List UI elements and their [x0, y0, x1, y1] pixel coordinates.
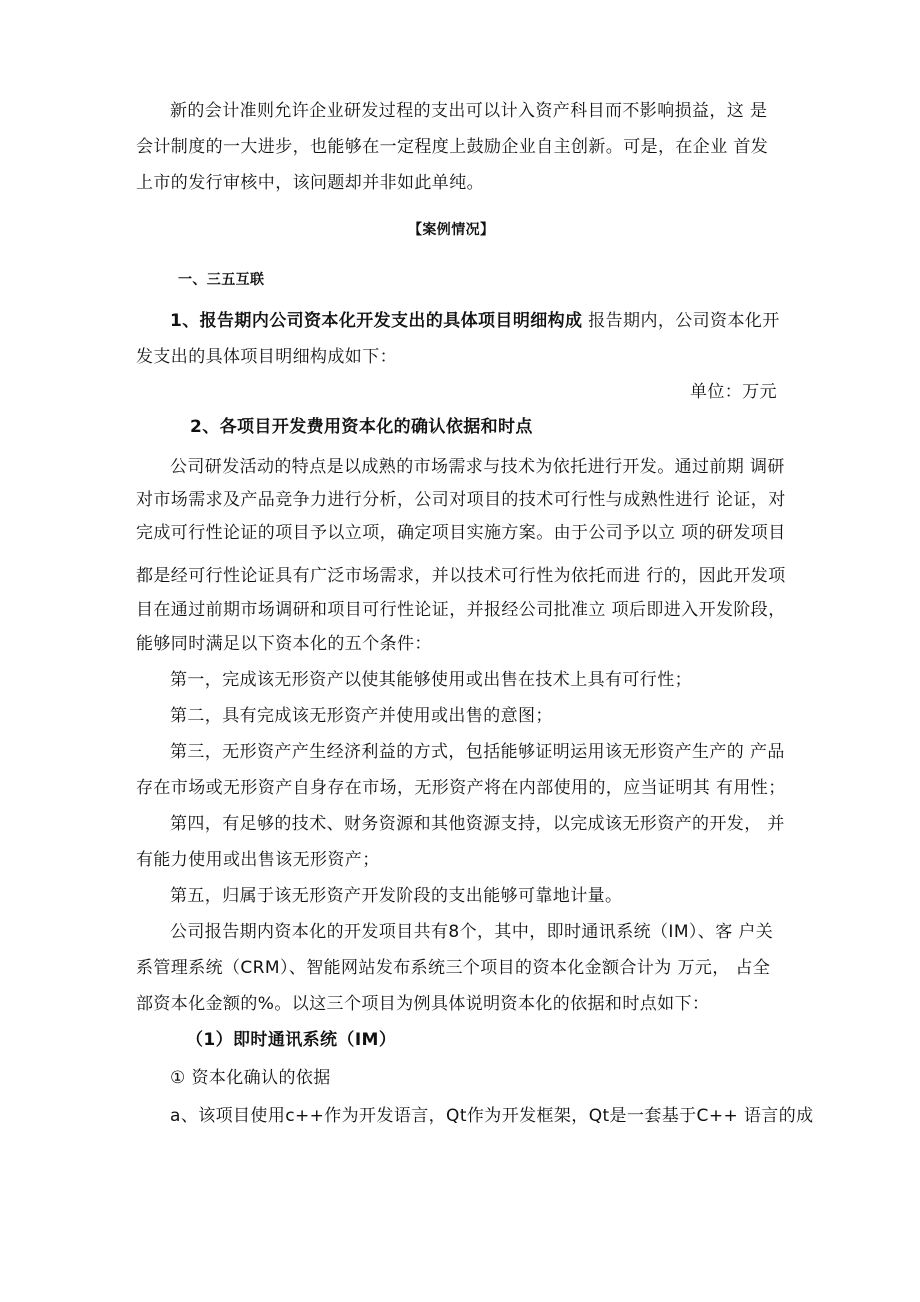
para2-line-1: 公司报告期内资本化的开发项目共有8个，其中，即时通讯系统（IM）、客 户关 — [170, 922, 774, 942]
para1-line-6: 能够同时满足以下资本化的五个条件： — [136, 634, 432, 654]
para1-line-2: 对市场需求及产品竞争力进行分析，公司对项目的技术可行性与成熟性进行 论证，对 — [136, 490, 786, 510]
para1-line-5: 目在通过前期市场调研和项目可行性论证，并报经公司批准立 项后即进入开发阶段， — [136, 600, 786, 620]
condition-2: 第二，具有完成该无形资产并使用或出售的意图； — [170, 706, 553, 726]
item2-heading: 2、各项目开发费用资本化的确认依据和时点 — [190, 417, 533, 437]
condition-3-line-1: 第三，无形资产产生经济利益的方式，包括能够证明运用该无形资产生产的 产品 — [170, 742, 785, 762]
item1-rest: 报告期内，公司资本化开 — [582, 311, 780, 331]
section-heading: 【案例情况】 — [408, 222, 495, 238]
case-title: 一、三五互联 — [178, 272, 265, 288]
intro-line-3: 上市的发行审核中，该问题却并非如此单纯。 — [136, 173, 484, 193]
condition-4-line-2: 有能力使用或出售该无形资产； — [136, 850, 380, 870]
para2-line-3: 部资本化金额的%。以这三个项目为例具体说明资本化的依据和时点如下： — [136, 994, 710, 1014]
condition-3-line-2: 存在市场或无形资产自身存在市场，无形资产将在内部使用的，应当证明其 有用性； — [136, 778, 786, 798]
para1-line-3: 完成可行性论证的项目予以立项，确定项目实施方案。由于公司予以立 项的研发项目 — [136, 523, 786, 543]
item1-bold-title: 1、报告期内公司资本化开发支出的具体项目明细构成 — [170, 311, 583, 331]
condition-1: 第一，完成该无形资产以使其能够使用或出售在技术上具有可行性； — [170, 670, 692, 690]
intro-line-2: 会计制度的一大进步，也能够在一定程度上鼓励企业自主创新。可是，在企业 首发 — [136, 137, 769, 157]
item1-line-2: 发支出的具体项目明细构成如下： — [136, 347, 397, 367]
unit-label: 单位：万元 — [690, 382, 777, 402]
item1-line-1 — [170, 309, 796, 333]
para1-line-4: 都是经可行性论证具有广泛市场需求，并以技术可行性为依托而进 行的，因此开发项 — [136, 566, 786, 586]
intro-line-1: 新的会计准则允许企业研发过程的支出可以计入资产科目而不影响损益，这 是 — [170, 101, 768, 121]
body-line-a: a、该项目使用c++作为开发语言，Qt作为开发框架，Qt是一套基于C++ 语言的成 — [170, 1106, 814, 1126]
para1-line-1: 公司研发活动的特点是以成熟的市场需求与技术为依托进行开发。通过前期 调研 — [170, 457, 785, 477]
para2-line-2: 系管理系统（CRM）、智能网站发布系统三个项目的资本化金额合计为 万元， 占全 — [136, 958, 771, 978]
condition-4-line-1: 第四，有足够的技术、财务资源和其他资源支持，以完成该无形资产的开发， 并 — [170, 814, 785, 834]
basis-heading: ① 资本化确认的依据 — [170, 1068, 331, 1088]
condition-5: 第五，归属于该无形资产开发阶段的支出能够可靠地计量。 — [170, 886, 623, 906]
sub-heading-im: （1）即时通讯系统（IM） — [186, 1030, 397, 1050]
